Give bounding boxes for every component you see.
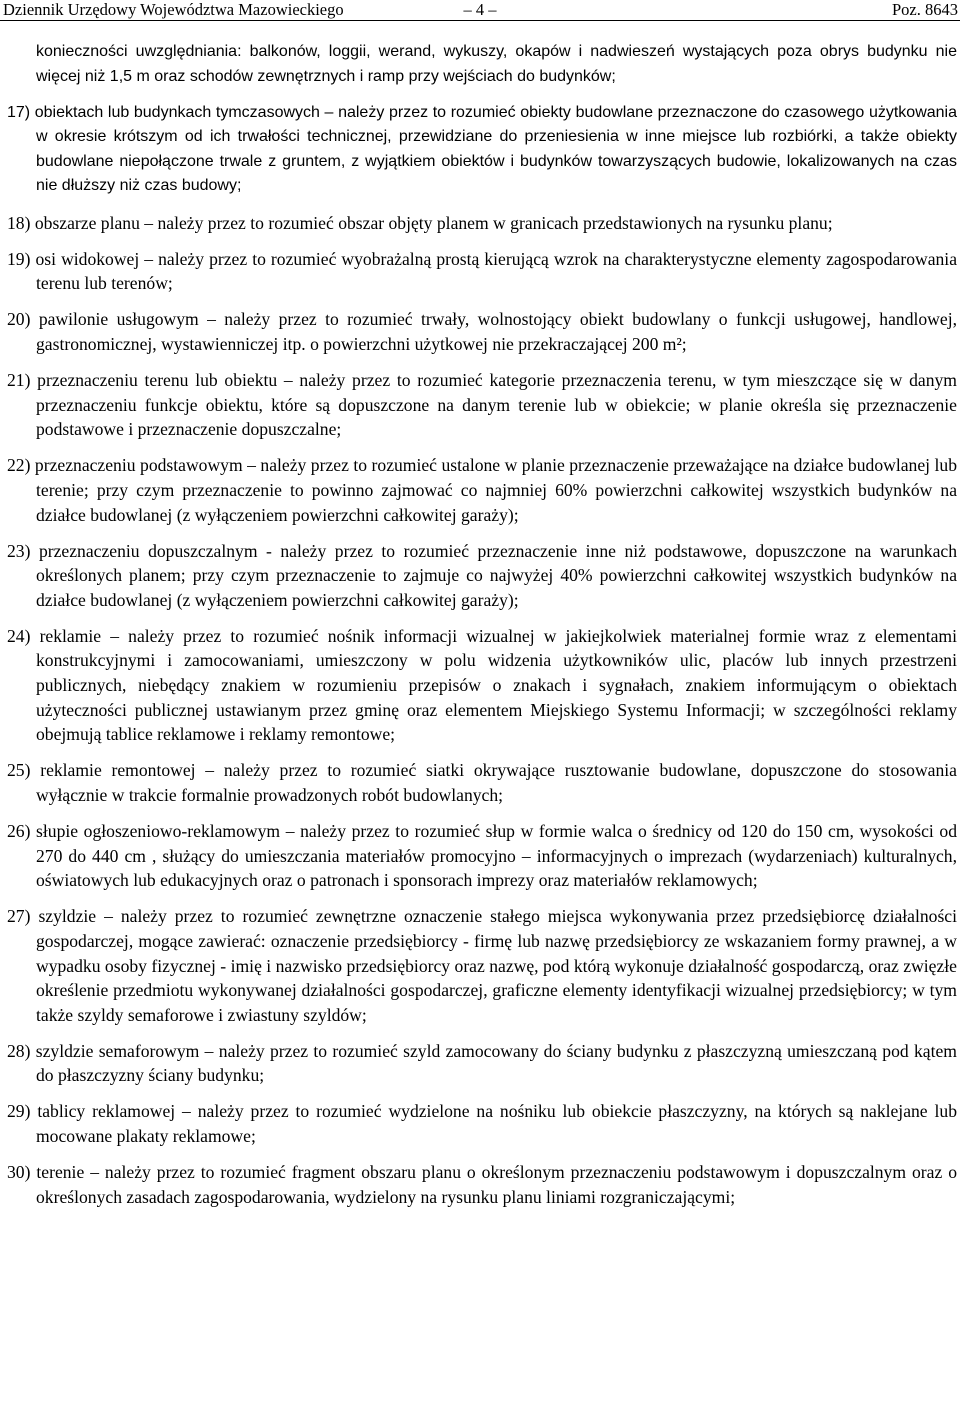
definition-item-17: 17) obiektach lub budynkach tymczasowych – należy przez to rozumieć obiekty budowlane przeznaczone do czasowego użytkowania w okresie krótszym od ich trwałości technicznej, przewidziane do przeniesienia w inne miejsce lub rozbiórki, a także obiekty budowlane niepołączone trwale z gruntem, z wyjątkiem obiektów i budynków towarzyszących budowie, lokalizowanych na czas nie dłuższy niż czas budowy;	[7, 103, 957, 195]
definition-item-19: 19) osi widokowej – należy przez to rozumieć wyobrażalną prostą kierującą wzrok na charakterystyczne elementy zagospodarowania terenu lub terenów;	[7, 248, 957, 294]
definition-item-25: 25) reklamie remontowej – należy przez to rozumieć siatki okrywające rusztowanie budowlane, dopuszczone do stosowania wyłącznie w trakcie formalnie prowadzonych robót budowlanych;	[7, 760, 957, 805]
definition-item-23: 23) przeznaczeniu dopuszczalnym - należy przez to rozumieć przeznaczenie inne niż podstawowe, dopuszczone na warunkach określonych planem; przy czym przeznaczenie to zajmuje co najwyżej 40% powierzchni całkowitej wszystkich budynków na działce budowlanej (z wyłączeniem powierzchni całkowitej garaży);	[7, 540, 957, 610]
definition-item-22: 22) przeznaczeniu podstawowym – należy przez to rozumieć ustalone w planie przeznaczenie przeważające na działce budowlanej lub terenie; przy czym przeznaczenie to powinno zajmować co najmniej 60% powierzchni całkowitej wszystkich budynków na działce budowlanej (z wyłączeniem powierzchni całkowitej garaży);	[7, 455, 957, 525]
continued-paragraph: konieczności uwzględniania: balkonów, loggii, werand, wykuszy, okapów i nadwieszeń wystających poza obrys budynku nie więcej niż 1,5 m oraz schodów zewnętrznych i ramp przy wejściach do budynków;	[36, 43, 957, 85]
definition-item-27: 27) szyldzie – należy przez to rozumieć zewnętrzne oznaczenie stałego miejsca wykonywania przez przedsiębiorcę działalności gospodarczej, mogące zawierać: oznaczenie przedsiębiorcy - firmę lub nazwę przedsiębiorcy ze wskazaniem formy prawnej, a w wypadku osoby fizycznej - imię i nazwisko przedsiębiorcy oraz nazwę, pod którą wykonuje działalność gospodarczą, oraz zwięzłe określenie przedmiotu wykonywanej działalności gospodarczej, graficzne elementy identyfikacji wizualnej przedsiębiorcy; w tym także szyldy semaforowe i zwiastuny szyldów;	[7, 906, 957, 1025]
definition-item-18: 18) obszarze planu – należy przez to rozumieć obszar objęty planem w granicach przedstawionych na rysunku planu;	[7, 212, 833, 233]
page-number: – 4 –	[463, 0, 497, 19]
page-header	[0, 0, 960, 21]
definition-item-20: 20) pawilonie usługowym – należy przez to rozumieć trwały, wolnostojący obiekt budowlany o funkcji usługowej, handlowej, gastronomicznej, wystawienniczej itp. o powierzchni użytkowej nie przekraczającej 200 m²;	[7, 309, 957, 354]
journal-title: Dziennik Urzędowy Województwa Mazowieckiego	[3, 0, 344, 19]
document-body	[7, 40, 957, 1209]
definition-item-24: 24) reklamie – należy przez to rozumieć nośnik informacji wizualnej w jakiejkolwiek materialnej formie wraz z elementami konstrukcyjnymi i zamocowaniami, umieszczony w polu widzenia użytkowników ulic, placów lub innych przestrzeni publicznych, niebędący znakiem w rozumieniu przepisów o znakach i sygnałach, znakiem informującym o obiektach użyteczności publicznej ustawianym przez gminę oraz elementem Miejskiego Systemu Informacji; w szczególności reklamy obejmują tablice reklamowe i reklamy remontowe;	[7, 625, 957, 745]
definition-item-26: 26) słupie ogłoszeniowo-reklamowym – należy przez to rozumieć słup w formie walca o średnicy od 120 do 150 cm, wysokości od 270 do 440 cm , służący do umieszczania materiałów promocyjno – informacyjnych o imprezach (wydarzeniach) kulturalnych, oświatowych lub edukacyjnych oraz o patronach i sponsorach imprezy oraz materiałów reklamowych;	[7, 821, 957, 891]
position-number: Poz. 8643	[892, 0, 958, 19]
definition-item-28: 28) szyldzie semaforowym – należy przez to rozumieć szyld zamocowany do ściany budynku z płaszczyzną umieszczaną pod kątem do płaszczyzny ściany budynku;	[7, 1040, 957, 1086]
definition-item-21: 21) przeznaczeniu terenu lub obiektu – należy przez to rozumieć kategorie przeznaczenia terenu, w tym mieszczące się w danym przeznaczeniu funkcje obiektu, które są dopuszczone na danym terenie lub w obiekcie; w planie określa się przeznaczenie podstawowe i przeznaczenie dopuszczalne;	[7, 370, 957, 440]
definition-item-29: 29) tablicy reklamowej – należy przez to rozumieć wydzielone na nośniku lub obiekcie płaszczyzny, na których są naklejane lub mocowane plakaty reklamowe;	[7, 1101, 957, 1147]
definition-item-30: 30) terenie – należy przez to rozumieć fragment obszaru planu o określonym przeznaczeniu podstawowym i dopuszczalnym oraz o określonych zasadach zagospodarowania, wydzielony na rysunku planu liniami rozgraniczającymi;	[7, 1162, 957, 1207]
